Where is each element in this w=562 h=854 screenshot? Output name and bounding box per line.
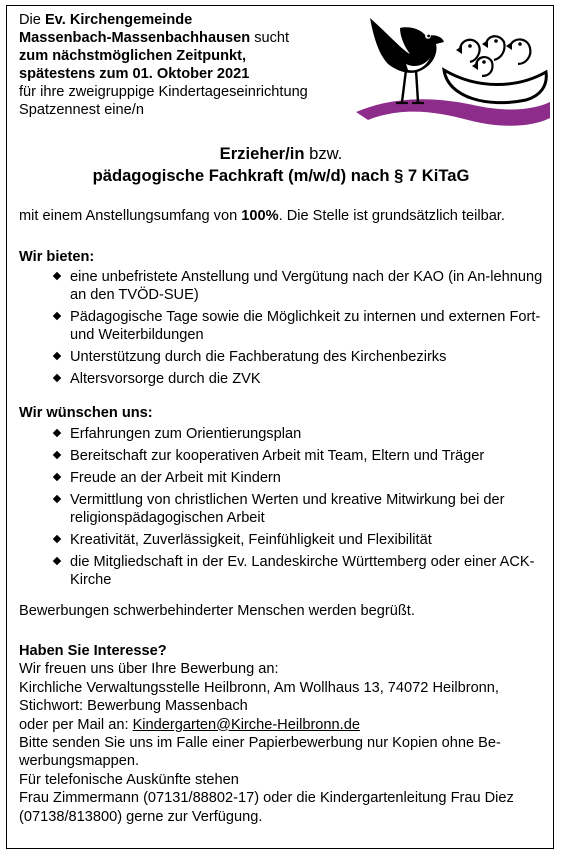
list-item: Pädagogische Tage sowie die Möglichkeit zu internen und externen Fort- und Weiterbildungen — [54, 308, 549, 344]
contact-text: Wir freuen uns über Ihre Bewerbung an: — [19, 661, 279, 678]
church-name: Ev. Kirchengemeinde — [44, 12, 193, 28]
contact-persons: Frau Zimmermann (07131/88802-17) oder die Kindergartenleitung Frau Diez (07138/813800) gerne zur Verfügung. — [19, 790, 514, 825]
list-item: Erfahrungen zum Orientierungsplan — [54, 425, 549, 443]
contact-keyword: Stichwort: Bewerbung Massenbach — [19, 698, 248, 715]
contact-text: oder per Mail an: — [19, 716, 133, 733]
disability-note: Bewerbungen schwerbehinderter Menschen werden begrüßt. — [19, 603, 415, 619]
offer-heading: Wir bieten: — [19, 249, 95, 265]
wish-heading: Wir wünschen uns: — [19, 405, 153, 421]
diamond-bullet-icon — [53, 495, 61, 503]
scope-text: mit einem Anstellungsumfang von — [19, 208, 242, 224]
scope-percentage: 100% — [241, 208, 279, 224]
paper-application-note: Bitte senden Sie uns im Falle einer Papierbewerbung nur Kopien ohne Be-werbungsmappen. — [19, 735, 501, 770]
diamond-bullet-icon — [53, 429, 61, 437]
list-item: Freude an der Arbeit mit Kindern — [54, 469, 549, 487]
list-item: Kreativität, Zuverlässigkeit, Feinfühligkeit und Flexibilität — [54, 531, 549, 549]
intro-block — [19, 11, 359, 119]
list-item: die Mitgliedschaft in der Ev. Landeskirche Württemberg oder einer ACK-Kirche — [54, 553, 549, 589]
email-link[interactable]: Kindergarten@Kirche-Heilbronn.de — [132, 716, 360, 733]
contact-text: Für telefonische Auskünfte stehen — [19, 771, 239, 788]
intro-text: für ihre zweigruppige Kindertageseinrichtung — [19, 84, 308, 100]
list-item: Bereitschaft zur kooperativen Arbeit mit Team, Eltern und Träger — [54, 447, 549, 465]
list-item: eine unbefristete Anstellung und Vergütung nach der KAO (in An-lehnung an den TVÖD-SUE) — [54, 268, 549, 304]
intro-text: sucht — [250, 30, 290, 46]
diamond-bullet-icon — [53, 312, 61, 320]
contact-address: Kirchliche Verwaltungsstelle Heilbronn, Am Wollhaus 13, 74072 Heilbronn, — [19, 679, 499, 696]
diamond-bullet-icon — [53, 352, 61, 360]
scope-text: . Die Stelle ist grundsätzlich teilbar. — [278, 208, 505, 224]
contact-block — [19, 642, 554, 826]
job-title-line-2: pädagogische Fachkraft (m/w/d) nach § 7 KiTaG — [92, 166, 470, 185]
job-title-line-1 — [0, 144, 562, 164]
diamond-bullet-icon — [53, 451, 61, 459]
diamond-bullet-icon — [53, 272, 61, 280]
parish-name: Massenbach-Massenbachhausen — [19, 30, 251, 46]
intro-text: Die — [19, 12, 45, 28]
job-title: Erzieher/in — [219, 144, 305, 163]
deadline-text: spätestens zum 01. Oktober 2021 — [19, 66, 250, 82]
offer-list — [54, 268, 549, 392]
diamond-bullet-icon — [53, 473, 61, 481]
job-title-conjunction: bzw. — [304, 144, 343, 163]
contact-heading: Haben Sie Interesse? — [19, 643, 167, 659]
list-item: Altersvorsorge durch die ZVK — [54, 370, 549, 388]
employment-scope — [19, 207, 549, 225]
diamond-bullet-icon — [53, 535, 61, 543]
diamond-bullet-icon — [53, 374, 61, 382]
start-date-text: zum nächstmöglichen Zeitpunkt, — [19, 48, 247, 64]
wish-list — [54, 425, 549, 593]
list-item: Unterstützung durch die Fachberatung des Kirchenbezirks — [54, 348, 549, 366]
sparrow-nest-logo-icon — [348, 6, 552, 130]
list-item: Vermittlung von christlichen Werten und kreative Mitwirkung bei der religionspädagogischen Arbeit — [54, 491, 549, 527]
diamond-bullet-icon — [53, 557, 61, 565]
intro-text: Spatzennest eine/n — [19, 102, 144, 118]
